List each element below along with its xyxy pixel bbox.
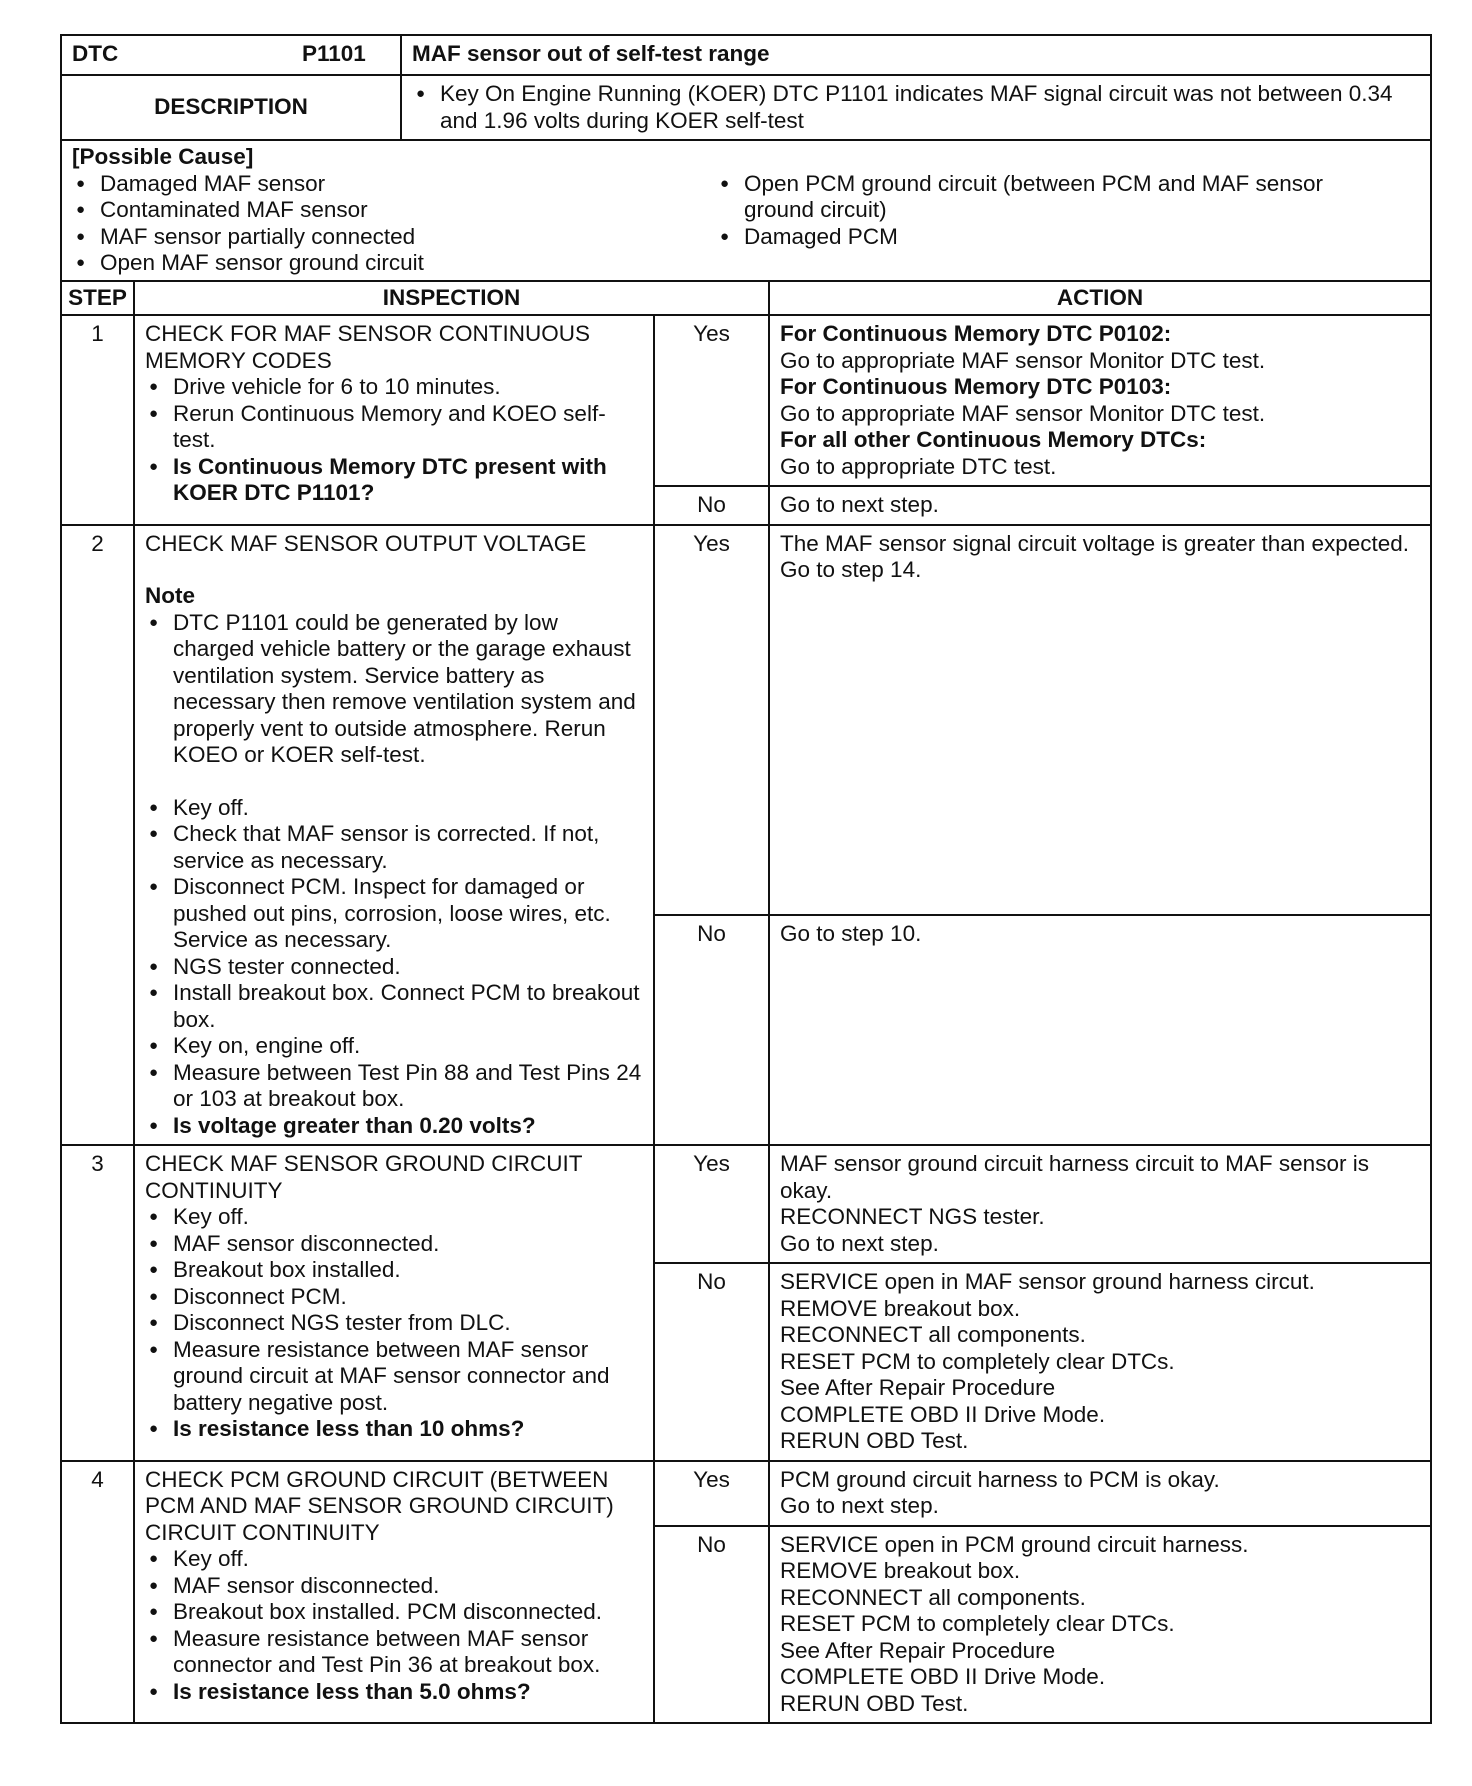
action-line: Go to appropriate MAF sensor Monitor DTC test. <box>780 400 1266 426</box>
action-line: REMOVE breakout box. <box>780 1295 1021 1321</box>
cause-item: ● Open MAF sensor ground circuit <box>72 250 716 277</box>
step-number: 3 <box>61 1145 134 1461</box>
step-row <box>61 315 1431 486</box>
dtc-title-row <box>61 35 1431 75</box>
step-title: CHECK MAF SENSOR OUTPUT VOLTAGE <box>145 530 587 556</box>
step-bullet: ● Key off. <box>145 1546 643 1573</box>
description-text: ● Key On Engine Running (KOER) DTC P1101 indicates MAF signal circuit was not between 0.34 and 1.96 volts during KOER self-test <box>412 81 1420 134</box>
no-label: No <box>654 1263 769 1461</box>
step-question: ● Is resistance less than 5.0 ohms? <box>145 1679 643 1706</box>
yes-action <box>769 1145 1431 1263</box>
step-bullet: ● Measure resistance between MAF sensor ground circuit at MAF sensor connector and battery negative post. <box>145 1337 643 1417</box>
step-bullet: ● Check that MAF sensor is corrected. If not, service as necessary. <box>145 821 643 874</box>
action-line: REMOVE breakout box. <box>780 1558 1021 1583</box>
step-row <box>61 1145 1431 1263</box>
action-line: COMPLETE OBD II Drive Mode. <box>780 1401 1106 1427</box>
step-bullet: ● Key on, engine off. <box>145 1033 643 1060</box>
step-bullet: ● Disconnect PCM. Inspect for damaged or pushed out pins, corrosion, loose wires, etc. Service as necessary. <box>145 874 643 954</box>
step-bullet: ● Key off. <box>145 795 643 822</box>
step-bullet: ● Breakout box installed. <box>145 1257 643 1284</box>
step-bullet: ● MAF sensor disconnected. <box>145 1573 643 1600</box>
action-line: Go to next step. <box>780 492 939 517</box>
cause-item: ● Damaged MAF sensor <box>72 171 716 198</box>
step-bullet: ● Measure resistance between MAF sensor connector and Test Pin 36 at breakout box. <box>145 1626 643 1679</box>
description-label: DESCRIPTION <box>61 75 401 140</box>
dtc-title: MAF sensor out of self-test range <box>401 35 1431 75</box>
dtc-code-cell <box>61 35 401 75</box>
possible-cause-cell <box>61 140 1431 281</box>
action-line: See After Repair Procedure <box>780 1375 1056 1400</box>
step-bullet: ● Install breakout box. Connect PCM to breakout box. <box>145 980 643 1033</box>
action-line: RECONNECT all components. <box>780 1322 1086 1347</box>
action-line: For Continuous Memory DTC P0102: <box>780 321 1172 346</box>
action-line: The MAF sensor signal circuit voltage is greater than expected. <box>780 530 1410 556</box>
step-inspection <box>134 315 654 525</box>
no-action <box>769 1263 1431 1461</box>
step-title: CHECK PCM GROUND CIRCUIT (BETWEEN PCM AND MAF SENSOR GROUND CIRCUIT) CIRCUIT CONTINUITY <box>145 1466 614 1545</box>
col-step: STEP <box>61 281 134 316</box>
step-title: CHECK FOR MAF SENSOR CONTINUOUS MEMORY CODES <box>145 321 591 373</box>
action-line: RERUN OBD Test. <box>780 1428 969 1453</box>
yes-label: Yes <box>654 1145 769 1263</box>
no-label: No <box>654 915 769 1146</box>
step-row <box>61 525 1431 915</box>
possible-cause-right-list <box>716 171 1420 277</box>
step-bullet: ● MAF sensor disconnected. <box>145 1231 643 1258</box>
action-line: RESET PCM to completely clear DTCs. <box>780 1348 1175 1374</box>
col-action: ACTION <box>769 281 1431 316</box>
description-row <box>61 75 1431 140</box>
step-number: 1 <box>61 315 134 525</box>
action-line: Go to step 14. <box>780 557 922 582</box>
dtc-code: P1101 <box>302 41 366 66</box>
no-action <box>769 1526 1431 1724</box>
step-bullet: ● Key off. <box>145 1204 643 1231</box>
step-bullet: ● Breakout box installed. PCM disconnected. <box>145 1599 643 1626</box>
action-line: Go to appropriate MAF sensor Monitor DTC test. <box>780 347 1266 373</box>
no-label: No <box>654 1526 769 1724</box>
step-inspection <box>134 1461 654 1724</box>
action-line: For all other Continuous Memory DTCs: <box>780 427 1207 452</box>
step-question: ● Is Continuous Memory DTC present with KOER DTC P1101? <box>145 454 643 507</box>
possible-cause-title: [Possible Cause] <box>72 144 254 169</box>
action-line: For Continuous Memory DTC P0103: <box>780 374 1172 399</box>
action-line: PCM ground circuit harness to PCM is okay. <box>780 1466 1220 1492</box>
action-line: RECONNECT all components. <box>780 1584 1086 1610</box>
step-bullet: ● Disconnect NGS tester from DLC. <box>145 1310 643 1337</box>
col-inspection: INSPECTION <box>134 281 769 316</box>
yes-label: Yes <box>654 1461 769 1526</box>
step-bullet: ● Disconnect PCM. <box>145 1284 643 1311</box>
note-label: Note <box>145 583 195 608</box>
description-cell <box>401 75 1431 140</box>
action-line: SERVICE open in PCM ground circuit harness. <box>780 1531 1249 1557</box>
yes-action <box>769 1461 1431 1526</box>
dtc-document <box>60 34 1432 1724</box>
step-bullet: ● Drive vehicle for 6 to 10 minutes. <box>145 374 643 401</box>
cause-item: ● MAF sensor partially connected <box>72 224 716 251</box>
action-line: RERUN OBD Test. <box>780 1690 969 1716</box>
step-title: CHECK MAF SENSOR GROUND CIRCUIT CONTINUITY <box>145 1151 583 1203</box>
action-line: RESET PCM to completely clear DTCs. <box>780 1611 1175 1636</box>
step-number: 4 <box>61 1461 134 1724</box>
column-header-row <box>61 281 1431 316</box>
cause-item: ● Damaged PCM <box>716 224 1360 251</box>
step-bullet: ● Measure between Test Pin 88 and Test Pins 24 or 103 at breakout box. <box>145 1060 643 1113</box>
no-action <box>769 915 1431 1146</box>
possible-cause-row <box>61 140 1431 281</box>
yes-label: Yes <box>654 525 769 915</box>
yes-label: Yes <box>654 315 769 486</box>
action-line: Go to step 10. <box>780 920 922 946</box>
action-line: MAF sensor ground circuit harness circuit to MAF sensor is okay. <box>780 1151 1369 1203</box>
possible-cause-left-list <box>72 171 716 277</box>
note-bullet: ● DTC P1101 could be generated by low charged vehicle battery or the garage exhaust ventilation system. Service battery as necessary then remove ventilation system and properly vent to outside atmosphere. Rerun KOEO or KOER self-test. <box>145 610 643 769</box>
step-question: ● Is resistance less than 10 ohms? <box>145 1416 643 1443</box>
action-line: See After Repair Procedure <box>780 1637 1056 1663</box>
action-line: Go to next step. <box>780 1230 939 1256</box>
no-label: No <box>654 486 769 525</box>
yes-action <box>769 315 1431 486</box>
cause-item: ● Contaminated MAF sensor <box>72 197 716 224</box>
action-line: COMPLETE OBD II Drive Mode. <box>780 1664 1106 1689</box>
step-bullet: ● Rerun Continuous Memory and KOEO self-test. <box>145 401 643 454</box>
step-question: ● Is voltage greater than 0.20 volts? <box>145 1113 643 1140</box>
step-row <box>61 1461 1431 1526</box>
step-inspection <box>134 525 654 1146</box>
step-number: 2 <box>61 525 134 1146</box>
dtc-header-table <box>60 34 1432 282</box>
action-line: Go to appropriate DTC test. <box>780 453 1057 479</box>
dtc-label: DTC <box>72 41 119 66</box>
action-line: Go to next step. <box>780 1493 939 1518</box>
procedure-table <box>60 280 1432 1725</box>
yes-action <box>769 525 1431 915</box>
step-inspection <box>134 1145 654 1461</box>
action-line: SERVICE open in MAF sensor ground harness circut. <box>780 1269 1315 1294</box>
action-line: RECONNECT NGS tester. <box>780 1204 1045 1229</box>
cause-item: ● Open PCM ground circuit (between PCM and MAF sensor ground circuit) <box>716 171 1360 224</box>
step-bullet: ● NGS tester connected. <box>145 954 643 981</box>
no-action <box>769 486 1431 525</box>
